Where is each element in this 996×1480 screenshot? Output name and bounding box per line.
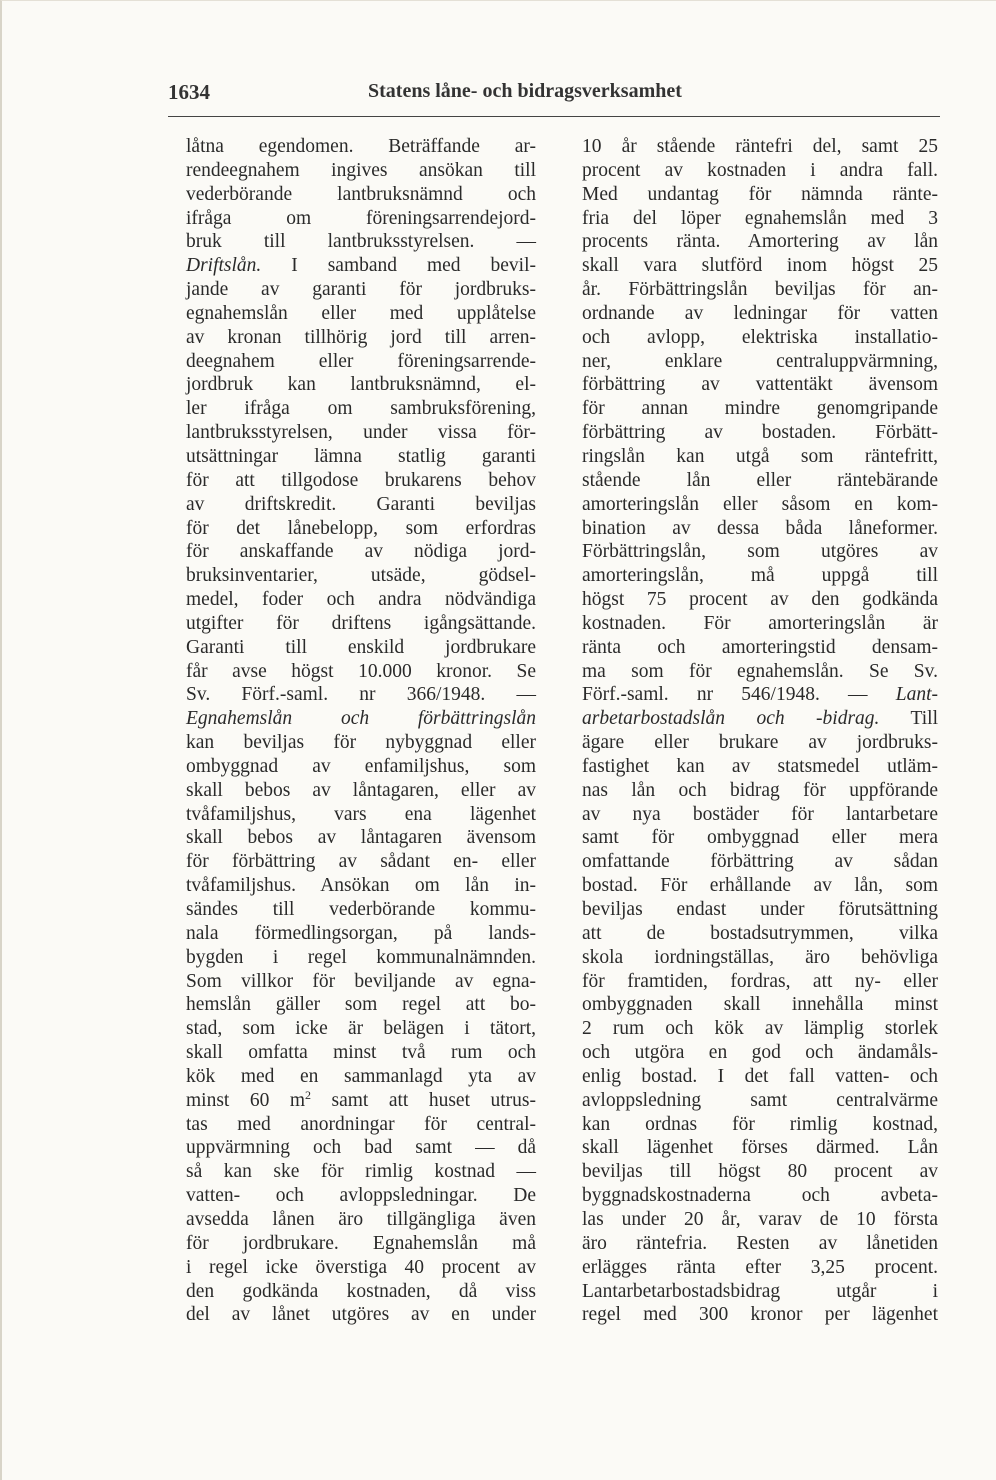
text-line: medel, foder och andra nödvändiga	[186, 589, 536, 611]
text-line: bygden i regel kommunalnämnden.	[186, 946, 536, 968]
text-line: för anskaffande av nödiga jord-	[186, 541, 536, 563]
text-line: kan ordnas för rimlig kostnad,	[582, 1113, 938, 1135]
text-line: nas lån och bidrag för uppförande	[582, 779, 938, 801]
text-line: ler ifråga om sambruksförening,	[186, 398, 536, 420]
text-line: av kronan tillhörig jord till arren-	[186, 326, 536, 348]
text-line: skall bebos av låntagaren ävensom	[186, 827, 536, 849]
text-line: kan beviljas för nybyggnad eller	[186, 732, 536, 754]
text-line: samt för ombyggnad eller mera	[582, 827, 938, 849]
text-line: ma som för egnahemslån. Se Sv.	[582, 660, 938, 682]
text-line: ordnande av ledningar för vatten	[582, 302, 938, 324]
text-line: amorteringslån, må uppgå till	[582, 565, 938, 587]
text-line: procent av kostnaden i andra fall.	[582, 159, 938, 181]
text-line: erlägges ränta efter 3,25 procent.	[582, 1256, 938, 1278]
text-line: och utgöra en god och ändamåls-	[582, 1042, 938, 1064]
text-line: högst 75 procent av den godkända	[582, 589, 938, 611]
text-line: får avse högst 10.000 kronor. Se	[186, 660, 536, 682]
text-line: för annan mindre genomgripande	[582, 398, 938, 420]
running-title: Statens låne- och bidragsverksamhet	[368, 80, 682, 102]
text-line: jordbruk kan lantbruksnämnd, el-	[186, 374, 536, 396]
text-line: Förf.-saml. nr 546/1948. — Lant-	[582, 684, 938, 706]
text-line: förbättring av bostaden. Förbätt-	[582, 422, 938, 444]
text-line: bostad. För erhållande av lån, som	[582, 875, 938, 897]
text-line: skall bebos av låntagaren, eller av	[186, 779, 536, 801]
text-line: skall lägenhet förses därmed. Lån	[582, 1137, 938, 1159]
text-line: avsedda lånen äro tillgängliga även	[186, 1208, 536, 1230]
page-number: 1634	[168, 80, 210, 104]
text-line: fria del löper egnahemslån med 3	[582, 207, 938, 229]
text-line: omfattande förbättring av sådan	[582, 851, 938, 873]
text-line: bination av dessa båda låneformer.	[582, 517, 938, 539]
text-line: utsättningar lämna statlig garanti	[186, 445, 536, 467]
text-line: ägare eller brukare av jordbruks-	[582, 732, 938, 754]
text-line: att de bostadsutrymmen, vilka	[582, 922, 938, 944]
text-line: kök med en sammanlagd yta av	[186, 1065, 536, 1087]
text-line: år. Förbättringslån beviljas för an-	[582, 279, 938, 301]
text-line: den godkända kostnaden, då viss	[186, 1280, 536, 1302]
text-line: Som villkor för beviljande av egna-	[186, 970, 536, 992]
text-line: så kan ske för rimlig kostnad —	[186, 1161, 536, 1183]
text-line: Sv. Förf.-saml. nr 366/1948. —	[186, 684, 536, 706]
text-line: tvåfamiljshus. Ansökan om lån in-	[186, 875, 536, 897]
heading-egnahemslan: Egnahemslån och förbättringslån	[186, 708, 536, 730]
text-line: amorteringslån eller såsom en kom-	[582, 493, 938, 515]
text-line: tas med anordningar för central-	[186, 1113, 536, 1135]
text-line	[186, 707, 536, 731]
text-line: arbetarbostadslån och -bidrag. Till	[582, 708, 938, 730]
text-line: deegnahem eller föreningsarrende-	[186, 350, 536, 372]
text-line: äro räntefria. Resten av lånetiden	[582, 1232, 938, 1254]
text-line: jande av garanti för jordbruks-	[186, 279, 536, 301]
text-line: ombyggnad av enfamiljshus, som	[186, 755, 536, 777]
text-line: procents ränta. Amortering av lån	[582, 231, 938, 253]
text-line: av driftskredit. Garanti beviljas	[186, 493, 536, 515]
text-line: beviljas till högst 80 procent av	[582, 1161, 938, 1183]
text-line: Driftslån. I samband med bevil-	[186, 255, 536, 277]
text-line: sändes till vederbörande kommu-	[186, 899, 536, 920]
text-line: 2 rum och kök av lämplig storlek	[582, 1018, 938, 1040]
header-rule	[168, 116, 940, 117]
text-line: utgifter för driftens igångsättande.	[186, 612, 536, 634]
text-line: egnahemslån eller med upplåtelse	[186, 302, 536, 324]
text-line: enlig bostad. I det fall vatten- och	[582, 1065, 938, 1087]
text-line: ombyggnaden skall innehålla minst	[582, 994, 938, 1016]
text-line: tvåfamiljshus, vars ena lägenhet	[186, 803, 536, 825]
text-line: beviljas endast under förutsättning	[582, 899, 938, 920]
text-line: för jordbrukare. Egnahemslån må	[186, 1232, 536, 1254]
text-line: skola iordningställas, äro behövliga	[582, 946, 938, 968]
text-line: uppvärmning och bad samt — då	[186, 1137, 536, 1159]
text-line: ränta och amorteringstid densam-	[582, 636, 938, 658]
heading-lantarbetar: Lant-	[895, 684, 938, 706]
text-line: bruk till lantbruksstyrelsen. —	[186, 231, 536, 253]
text-line: ner, enklare centraluppvärmning,	[582, 350, 938, 372]
text-line: minst 60 $m^2$ samt att huset utrus-	[186, 1087, 536, 1111]
heading-lantarbetar-cont: arbetarbostadslån och -bidrag.	[582, 708, 880, 730]
text-line: hemslån gäller som regel att bo-	[186, 994, 536, 1016]
text-line: fastighet kan av statsmedel utläm-	[582, 755, 938, 777]
text-line: Garanti till enskild jordbrukare	[186, 636, 536, 658]
text-line: skall vara slutförd inom högst 25	[582, 255, 938, 277]
text-line: Med undantag för nämnda ränte-	[582, 183, 938, 205]
text-line: för förbättring av sådant en- eller	[186, 851, 536, 873]
text-line: Lantarbetarbostadsbidrag utgår i	[582, 1280, 938, 1302]
text-line: avloppsledning samt centralvärme	[582, 1089, 938, 1111]
text-line: Förbättringslån, som utgöres av	[582, 541, 938, 563]
text-line: kostnaden. För amorteringslån är	[582, 612, 938, 634]
text-line: vatten- och avloppsledningar. De	[186, 1185, 536, 1207]
text-line: för att tillgodose brukarens behov	[186, 469, 536, 491]
text-line: ringslån kan utgå som räntefritt,	[582, 445, 938, 467]
text-line: lantbruksstyrelsen, under vissa för-	[186, 422, 536, 444]
text-line: av nya bostäder för lantarbetare	[582, 803, 938, 825]
text-line: för det lånebelopp, som erfordras	[186, 517, 536, 539]
text-line: vederbörande lantbruksnämnd och	[186, 183, 536, 205]
text-line: stående lån eller räntebärande	[582, 469, 938, 491]
text-line: stad, som icke är belägen i tätort,	[186, 1018, 536, 1040]
text-line: nala förmedlingsorgan, på lands-	[186, 922, 536, 944]
text-line: förbättring av vattentäkt ävensom	[582, 374, 938, 396]
left-column	[186, 135, 536, 1327]
text-line: skall omfatta minst två rum och	[186, 1042, 536, 1064]
text-line: rendeegnahem ingives ansökan till	[186, 159, 536, 181]
page-header	[168, 80, 940, 110]
text-line: las under 20 år, varav de 10 första	[582, 1208, 938, 1230]
text-line: byggnadskostnaderna och avbeta-	[582, 1185, 938, 1207]
heading-driftslan: Driftslån.	[186, 255, 262, 277]
superscript: 2	[305, 1087, 312, 1102]
text-line: låtna egendomen. Beträffande ar-	[186, 136, 536, 157]
text-line: för framtiden, fordras, att ny- eller	[582, 970, 938, 992]
text-line: bruksinventarier, utsäde, gödsel-	[186, 565, 536, 587]
right-column	[582, 135, 938, 1327]
text-line: och avlopp, elektriska installatio-	[582, 326, 938, 348]
text-line: ifråga om föreningsarrendejord-	[186, 207, 536, 229]
text-line: regel med 300 kronor per lägenhet	[582, 1304, 938, 1326]
text-line: del av lånet utgöres av en under	[186, 1304, 536, 1326]
text-line: 10 år stående räntefri del, samt 25	[582, 136, 938, 157]
text-line: i regel icke överstiga 40 procent av	[186, 1256, 536, 1278]
